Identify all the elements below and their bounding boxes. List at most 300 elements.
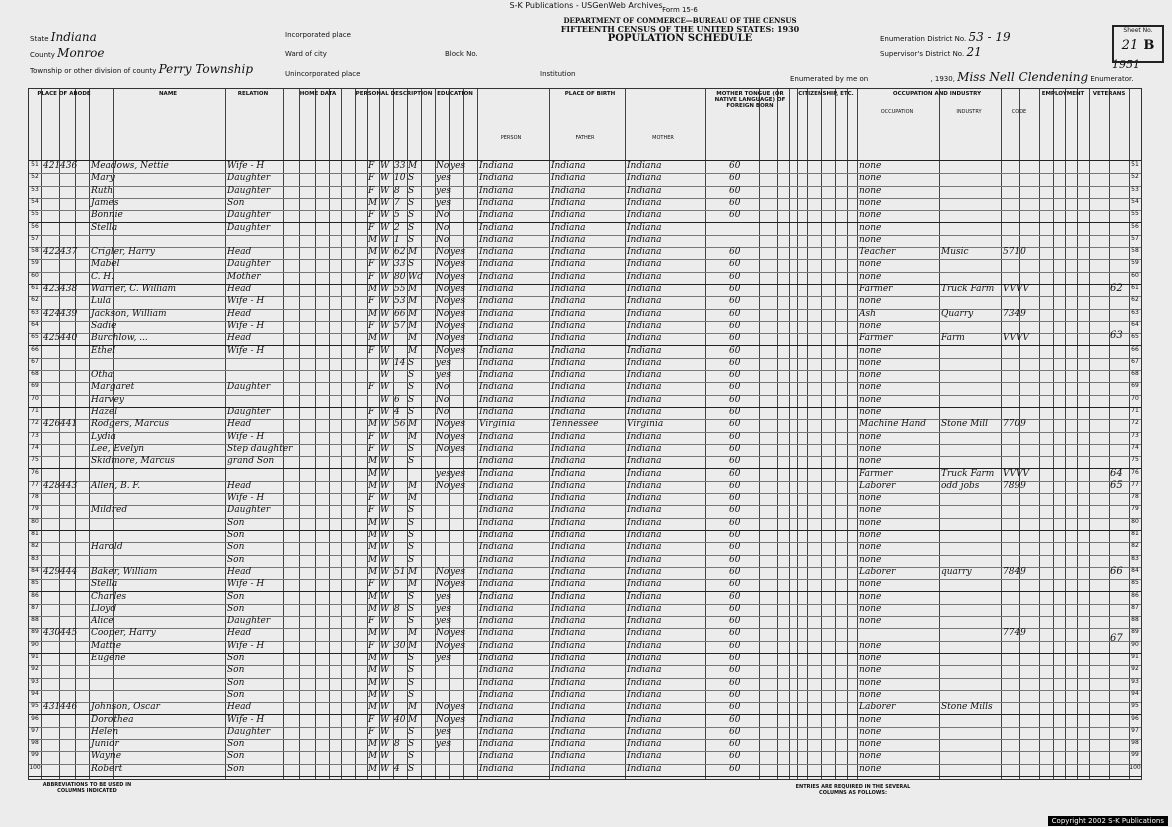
table-row xyxy=(29,690,1141,700)
cell-name: Stella xyxy=(91,222,118,233)
cell-sex: F xyxy=(368,222,375,233)
corner-note: 1951 xyxy=(1112,58,1140,71)
cell-name: Charles xyxy=(91,591,127,602)
cell-lang: 60 xyxy=(729,382,741,393)
cell-father: Indiana xyxy=(551,591,586,602)
table-row xyxy=(29,370,1141,380)
cell-relation: Son xyxy=(227,665,245,676)
cell-school: No xyxy=(436,714,450,725)
cell-father: Indiana xyxy=(551,394,586,405)
cell-school: No xyxy=(436,320,450,331)
cell-father: Indiana xyxy=(551,173,586,184)
cell-lang: 60 xyxy=(729,161,741,171)
line-number: 68 xyxy=(31,370,39,378)
line-number: 72 xyxy=(31,419,39,427)
cell-name: C. H. xyxy=(91,271,114,282)
cell-relation: Wife - H xyxy=(227,345,265,356)
cell-race: W xyxy=(380,308,390,319)
cell-marital: S xyxy=(408,394,415,405)
cell-school: No xyxy=(436,443,450,454)
cell-mother: Virginia xyxy=(627,419,664,430)
cell-race: W xyxy=(380,542,390,553)
subhead-person: PERSON xyxy=(500,135,522,141)
cell-lang: 60 xyxy=(729,517,741,528)
cell-code: VVVV xyxy=(1003,468,1029,479)
cell-mother: Indiana xyxy=(627,530,662,540)
cell-birth: Indiana xyxy=(479,222,514,233)
table-row xyxy=(29,567,1141,577)
cell-mother: Indiana xyxy=(627,320,662,331)
cell-race: W xyxy=(380,320,390,331)
cell-race: W xyxy=(380,271,390,282)
cell-race: W xyxy=(380,689,390,700)
cell-lang: 60 xyxy=(729,308,741,319)
table-row xyxy=(29,296,1141,306)
sheet-side: B xyxy=(1143,38,1155,53)
cell-marital: S xyxy=(408,370,415,381)
line-number-right: 80 xyxy=(1131,517,1139,525)
cell-read: yes xyxy=(450,628,466,639)
cell-sex: F xyxy=(368,579,375,590)
line-number-right: 82 xyxy=(1131,542,1139,550)
cell-lang: 60 xyxy=(729,628,741,639)
group-home-data: HOME DATA xyxy=(299,91,337,97)
cell-race: W xyxy=(380,714,390,725)
cell-mother: Indiana xyxy=(627,456,662,467)
cell-read: yes xyxy=(450,308,466,319)
cell-name: Allen, B. F. xyxy=(91,480,141,491)
cell-relation: Head xyxy=(227,566,252,577)
cell-lang: 60 xyxy=(729,665,741,676)
line-number: 99 xyxy=(31,751,39,759)
cell-mother: Indiana xyxy=(627,222,662,233)
table-row xyxy=(29,333,1141,343)
line-number-right: 56 xyxy=(1131,222,1139,230)
line-number-right: 54 xyxy=(1131,197,1139,205)
cell-lang: 60 xyxy=(729,653,741,663)
line-number-right: 93 xyxy=(1131,677,1139,685)
cell-read: yes xyxy=(450,431,466,442)
cell-name: Baker, William xyxy=(91,566,158,577)
cell-name: Dorothea xyxy=(91,714,134,725)
table-row xyxy=(29,161,1141,171)
line-number: 67 xyxy=(31,357,39,365)
cell-relation: Son xyxy=(227,739,245,750)
cell-name: Alice xyxy=(91,616,114,627)
state-field: State Indiana xyxy=(30,30,97,44)
line-number-right: 97 xyxy=(1131,726,1139,734)
line-number-right: 92 xyxy=(1131,665,1139,673)
cell-name: Otha xyxy=(91,370,114,381)
cell-lang: 60 xyxy=(729,726,741,737)
cell-relation: Son xyxy=(227,689,245,700)
cell-father: Indiana xyxy=(551,603,586,614)
cell-age: 62 xyxy=(394,247,406,258)
table-row xyxy=(29,665,1141,675)
cell-race: W xyxy=(380,530,390,540)
cell-relation: Wife - H xyxy=(227,640,265,651)
line-number-right: 72 xyxy=(1131,419,1139,427)
cell-birth: Indiana xyxy=(479,210,514,221)
cell-marital: S xyxy=(408,603,415,614)
line-number: 83 xyxy=(31,554,39,562)
cell-relation: Son xyxy=(227,542,245,553)
cell-name: Skidmore, Marcus xyxy=(91,456,175,467)
cell-relation: Son xyxy=(227,677,245,688)
line-number-right: 94 xyxy=(1131,689,1139,697)
cell-relation: Mother xyxy=(227,271,261,282)
cell-mother: Indiana xyxy=(627,517,662,528)
cell-race: W xyxy=(380,554,390,565)
cell-relation: Head xyxy=(227,702,252,713)
cell-marital: M xyxy=(408,579,418,590)
cell-marital: S xyxy=(408,591,415,602)
line-number: 52 xyxy=(31,173,39,181)
cell-father: Indiana xyxy=(551,443,586,454)
cell-occupation: Farmer xyxy=(859,468,893,479)
cell-read: yes xyxy=(450,259,466,270)
cell-birth: Indiana xyxy=(479,333,514,344)
line-number-right: 59 xyxy=(1131,259,1139,267)
cell-marital: M xyxy=(408,247,418,258)
line-number-right: 99 xyxy=(1131,751,1139,759)
line-number: 53 xyxy=(31,185,39,193)
line-number-right: 90 xyxy=(1131,640,1139,648)
group-place-of-birth: PLACE OF BIRTH xyxy=(564,91,616,97)
table-row xyxy=(29,715,1141,725)
line-number-right: 65 xyxy=(1131,333,1139,341)
cell-relation: Son xyxy=(227,517,245,528)
sheet-number: 21 xyxy=(1121,38,1139,53)
line-number-right: 84 xyxy=(1131,566,1139,574)
cell-relation: Son xyxy=(227,591,245,602)
line-number-right: 69 xyxy=(1131,382,1139,390)
cell-occupation: none xyxy=(859,739,882,750)
cell-lang: 60 xyxy=(729,751,741,762)
cell-read: yes xyxy=(450,702,466,713)
cell-sex: M xyxy=(368,566,378,577)
cell-lang: 60 xyxy=(729,530,741,540)
cell-sex: F xyxy=(368,714,375,725)
cell-father: Indiana xyxy=(551,702,586,713)
line-number: 84 xyxy=(31,566,39,574)
cell-father: Indiana xyxy=(551,247,586,258)
cell-lang: 60 xyxy=(729,333,741,344)
cell-mother: Indiana xyxy=(627,480,662,491)
cell-lang: 60 xyxy=(729,554,741,565)
cell-relation: Head xyxy=(227,419,252,430)
cell-birth: Indiana xyxy=(479,234,514,245)
cell-race: W xyxy=(380,394,390,405)
cell-mother: Indiana xyxy=(627,505,662,516)
cell-family: 438 xyxy=(60,284,78,294)
cell-father: Indiana xyxy=(551,616,586,627)
cell-occupation: none xyxy=(859,234,882,245)
cell-school: yes xyxy=(436,370,452,381)
cell-occupation: none xyxy=(859,665,882,676)
cell-birth: Indiana xyxy=(479,517,514,528)
cell-birth: Indiana xyxy=(479,689,514,700)
table-row xyxy=(29,432,1141,442)
cell-relation: Son xyxy=(227,554,245,565)
cell-race: W xyxy=(380,259,390,270)
cell-race: W xyxy=(380,628,390,639)
cell-lang: 60 xyxy=(729,591,741,602)
cell-occupation: Machine Hand xyxy=(859,419,927,430)
cell-mother: Indiana xyxy=(627,616,662,627)
cell-lang: 60 xyxy=(729,296,741,307)
cell-sex: F xyxy=(368,161,375,171)
cell-race: W xyxy=(380,419,390,430)
cell-family: 437 xyxy=(60,247,78,258)
cell-marital: Wd xyxy=(408,271,424,282)
line-number-right: 100 xyxy=(1129,763,1141,771)
cell-occupation: none xyxy=(859,173,882,184)
cell-relation: Daughter xyxy=(227,173,271,184)
cell-marital: M xyxy=(408,419,418,430)
institution-label: Institution xyxy=(540,70,576,78)
cell-mother: Indiana xyxy=(627,431,662,442)
line-number-right: 75 xyxy=(1131,456,1139,464)
cell-lang: 60 xyxy=(729,320,741,331)
cell-name: Warner, C. William xyxy=(91,284,177,294)
cell-family: 444 xyxy=(60,566,78,577)
table-row xyxy=(29,628,1141,638)
cell-dwelling: 429 xyxy=(43,566,61,577)
cell-marital: M xyxy=(408,493,418,504)
line-number: 61 xyxy=(31,284,39,291)
cell-father: Indiana xyxy=(551,357,586,368)
cell-occupation: none xyxy=(859,603,882,614)
cell-age: 8 xyxy=(394,603,400,614)
cell-lang: 60 xyxy=(729,603,741,614)
line-number-right: 55 xyxy=(1131,210,1139,218)
line-number-right: 71 xyxy=(1131,407,1139,414)
cell-sex: F xyxy=(368,259,375,270)
group-citizenship: CITIZENSHIP, ETC. xyxy=(798,91,854,97)
cell-father: Indiana xyxy=(551,222,586,233)
cell-race: W xyxy=(380,739,390,750)
cell-dwelling: 424 xyxy=(43,308,61,319)
cell-school: yes xyxy=(436,616,452,627)
cell-mother: Indiana xyxy=(627,443,662,454)
cell-marital: S xyxy=(408,554,415,565)
cell-age: 7 xyxy=(394,197,400,208)
cell-age: 4 xyxy=(394,763,400,774)
cell-lang: 60 xyxy=(729,493,741,504)
cell-sex: M xyxy=(368,739,378,750)
cell-marital: S xyxy=(408,517,415,528)
cell-father: Indiana xyxy=(551,505,586,516)
line-number: 62 xyxy=(31,296,39,304)
cell-mother: Indiana xyxy=(627,566,662,577)
cell-birth: Indiana xyxy=(479,284,514,294)
table-row xyxy=(29,419,1141,429)
cell-birth: Indiana xyxy=(479,370,514,381)
enumeration-district-field: Enumeration District No. 53 - 19 xyxy=(880,30,1011,44)
cell-school: yes xyxy=(436,185,452,196)
cell-father: Indiana xyxy=(551,566,586,577)
table-row xyxy=(29,247,1141,257)
cell-name: James xyxy=(91,197,119,208)
group-name: NAME xyxy=(158,91,178,97)
cell-sex: F xyxy=(368,382,375,393)
cell-relation: Daughter xyxy=(227,210,271,221)
cell-birth: Indiana xyxy=(479,173,514,184)
table-row xyxy=(29,223,1141,233)
cell-school: yes xyxy=(436,739,452,750)
cell-birth: Indiana xyxy=(479,357,514,368)
cell-name: Ruth xyxy=(91,185,113,196)
cell-race: W xyxy=(380,234,390,245)
cell-name: Crigler, Harry xyxy=(91,247,155,258)
cell-lang: 60 xyxy=(729,702,741,713)
table-row xyxy=(29,395,1141,405)
cell-sex: M xyxy=(368,419,378,430)
cell-birth: Indiana xyxy=(479,308,514,319)
cell-code: 7749 xyxy=(1003,628,1026,639)
cell-mother: Indiana xyxy=(627,259,662,270)
cell-marital: M xyxy=(408,296,418,307)
cell-occupation: none xyxy=(859,394,882,405)
cell-occupation: none xyxy=(859,443,882,454)
cell-lang: 60 xyxy=(729,714,741,725)
cell-father: Indiana xyxy=(551,271,586,282)
cell-mother: Indiana xyxy=(627,382,662,393)
cell-occupation: none xyxy=(859,357,882,368)
table-row xyxy=(29,407,1141,417)
cell-race: W xyxy=(380,222,390,233)
cell-sex: M xyxy=(368,763,378,774)
cell-relation: Head xyxy=(227,308,252,319)
line-number: 66 xyxy=(31,345,39,353)
cell-race: W xyxy=(380,653,390,663)
line-number: 98 xyxy=(31,739,39,747)
cell-family: 445 xyxy=(60,628,78,639)
table-row xyxy=(29,235,1141,245)
cell-age: 14 xyxy=(394,357,406,368)
cell-birth: Indiana xyxy=(479,677,514,688)
cell-occupation: none xyxy=(859,640,882,651)
cell-occupation: none xyxy=(859,653,882,663)
cell-read: yes xyxy=(450,468,466,479)
cell-sex: F xyxy=(368,173,375,184)
cell-age: 30 xyxy=(394,640,406,651)
line-number-right: 68 xyxy=(1131,370,1139,378)
cell-birth: Indiana xyxy=(479,443,514,454)
group-occupation-industry: OCCUPATION AND INDUSTRY xyxy=(892,91,982,97)
cell-mother: Indiana xyxy=(627,197,662,208)
line-number: 65 xyxy=(31,333,39,341)
cell-mother: Indiana xyxy=(627,689,662,700)
cell-relation: Wife - H xyxy=(227,493,265,504)
cell-birth: Indiana xyxy=(479,493,514,504)
cell-occupation: none xyxy=(859,505,882,516)
cell-father: Indiana xyxy=(551,161,586,171)
cell-marital: M xyxy=(408,714,418,725)
footer-instructions xyxy=(28,780,1140,824)
line-number: 69 xyxy=(31,382,39,390)
cell-family: 446 xyxy=(60,702,78,713)
line-number-right: 74 xyxy=(1131,443,1139,451)
cell-industry: quarry xyxy=(941,566,972,577)
cell-school: No xyxy=(436,407,450,417)
cell-age: 8 xyxy=(394,185,400,196)
cell-occupation: none xyxy=(859,714,882,725)
cell-lang: 60 xyxy=(729,542,741,553)
cell-birth: Indiana xyxy=(479,751,514,762)
cell-mother: Indiana xyxy=(627,394,662,405)
cell-relation: Wife - H xyxy=(227,431,265,442)
cell-birth: Virginia xyxy=(479,419,516,430)
cell-father: Indiana xyxy=(551,308,586,319)
cell-occupation: none xyxy=(859,616,882,627)
cell-relation: Daughter xyxy=(227,259,271,270)
table-row xyxy=(29,321,1141,331)
cell-marital: S xyxy=(408,210,415,221)
line-number: 92 xyxy=(31,665,39,673)
subhead-father: FATHER xyxy=(575,135,595,141)
cell-relation: Daughter xyxy=(227,382,271,393)
cell-race: W xyxy=(380,247,390,258)
table-row xyxy=(29,530,1141,540)
cell-birth: Indiana xyxy=(479,382,514,393)
cell-school: No xyxy=(436,259,450,270)
line-number-right: 83 xyxy=(1131,554,1139,562)
cell-age: 80 xyxy=(394,271,406,282)
cell-birth: Indiana xyxy=(479,579,514,590)
cell-marital: M xyxy=(408,640,418,651)
line-number: 95 xyxy=(31,702,39,710)
abbreviations-title: ABBREVIATIONS TO BE USED IN COLUMNS INDICATED xyxy=(42,782,132,794)
margin-mark: 63 xyxy=(1110,330,1123,341)
cell-lang: 60 xyxy=(729,271,741,282)
cell-sex: F xyxy=(368,443,375,454)
line-number: 60 xyxy=(31,271,39,279)
cell-read: yes xyxy=(450,714,466,725)
table-row xyxy=(29,653,1141,663)
cell-code: 7709 xyxy=(1003,419,1026,430)
cell-school: No xyxy=(436,234,450,245)
table-row xyxy=(29,481,1141,491)
cell-school: No xyxy=(436,419,450,430)
cell-age: 8 xyxy=(394,739,400,750)
cell-lang: 60 xyxy=(729,763,741,774)
cell-read: yes xyxy=(450,333,466,344)
cell-occupation: none xyxy=(859,517,882,528)
cell-race: W xyxy=(380,493,390,504)
line-number-right: 88 xyxy=(1131,616,1139,624)
margin-mark: 64 xyxy=(1110,468,1123,479)
table-row xyxy=(29,210,1141,220)
cell-code: 7899 xyxy=(1003,480,1026,491)
cell-lang: 60 xyxy=(729,407,741,417)
table-row xyxy=(29,739,1141,749)
cell-father: Indiana xyxy=(551,763,586,774)
cell-read: yes xyxy=(450,443,466,454)
cell-dwelling: 426 xyxy=(43,419,61,430)
cell-name: Lloyd xyxy=(91,603,117,614)
cell-mother: Indiana xyxy=(627,591,662,602)
cell-mother: Indiana xyxy=(627,333,662,344)
cell-sex: F xyxy=(368,493,375,504)
table-row xyxy=(29,579,1141,589)
cell-relation: Son xyxy=(227,751,245,762)
cell-sex: F xyxy=(368,345,375,356)
cell-name: Harold xyxy=(91,542,123,553)
cell-sex: F xyxy=(368,185,375,196)
cell-marital: M xyxy=(408,320,418,331)
